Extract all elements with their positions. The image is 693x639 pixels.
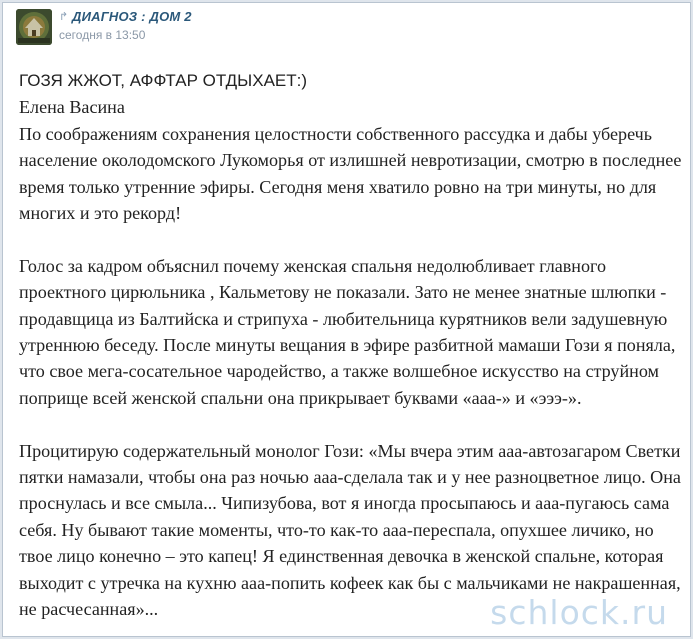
paragraph-spacer <box>19 226 683 252</box>
paragraph-spacer <box>19 411 683 437</box>
post-paragraph-3: Процитирую содержательный монолог Гози: «Мы вчера этим ааа-автозагаром Светки пятки намазали, чтобы она раз ночью ааа-сделала так и у нее разноцветное лицо. Она проснулась и все смыла... Чипизубова, вот я иногда просыпаюсь и ааа-пугаюсь сама себя. Ну бывают такие моменты, что-то как-то ааа-переспала, опухшее личико, но твое лицо конечно – это капец! Я единственная девочка в женской спальне, которая выходит с утречка на кухню ааа-попить кофеек как бы с мальчиками не накрашенная, не расчесанная»... <box>19 440 681 620</box>
post-timestamp[interactable]: сегодня в 13:50 <box>59 28 146 42</box>
post-paragraph-2: Голос за кадром объяснил почему женская спальня недолюбливает главного проектного цирюльника , Кальметову не показали. Зато не менее знатные шлюпки - продавщица из Балтийска и стрипуха - любительница курятников вели задушевную утреннюю беседу. После минуты вещания в эфире разбитной мамаши Гози я поняла, что свое мега-сосательное чародейство, а также волшебное искусство на струйном поприще всей женской спальни она прикрывает буквами «ааа-» и «эээ-». <box>19 255 676 408</box>
post-paragraph-1: По соображениям сохранения целостности собственного рассудка и дабы уберечь население околодомского Лукоморья от излишней невротизации, смотрю в последнее время только утренние эфиры. Сегодня меня хватило ровно на три минуты, но для многих и это рекорд! <box>19 123 682 224</box>
post-body <box>19 68 683 623</box>
post-header <box>3 3 690 49</box>
post-card <box>2 2 691 637</box>
repost-icon: ↱ <box>59 11 69 23</box>
group-avatar[interactable] <box>16 9 52 45</box>
post-author: Елена Васина <box>19 97 125 118</box>
site-watermark: schlock.ru <box>490 593 668 632</box>
group-name-link[interactable]: ДИАГНОЗ : ДОМ 2 <box>72 9 192 24</box>
post-title: ГОЗЯ ЖЖОТ, АФФТАР ОТДЫХАЕТ:) <box>19 71 308 90</box>
avatar-image-icon <box>16 9 52 45</box>
